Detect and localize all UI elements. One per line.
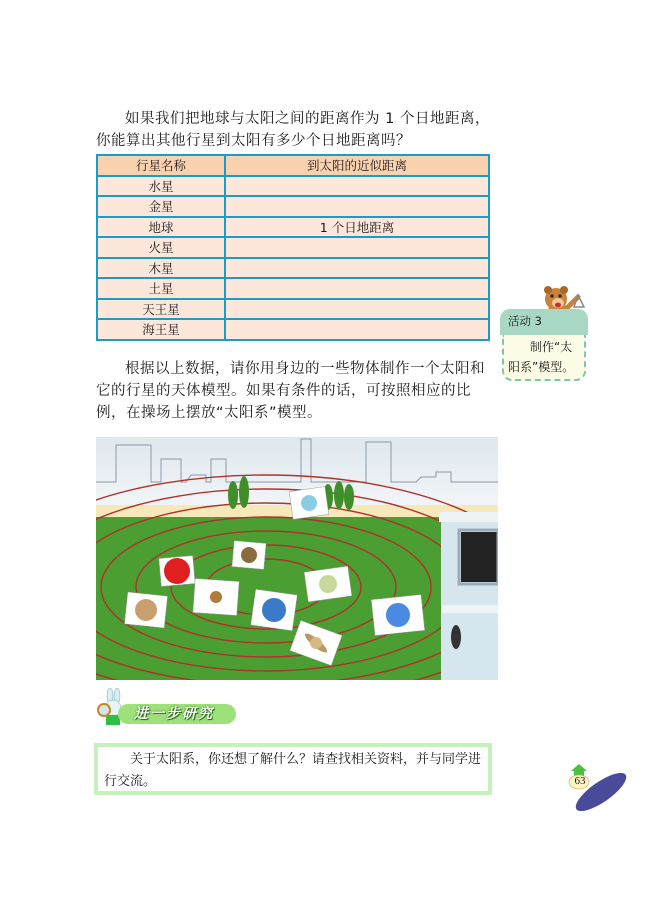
table-row bbox=[97, 319, 489, 340]
header-distance: 到太阳的近似距离 bbox=[225, 155, 489, 176]
activity-label: 活动 3 bbox=[500, 309, 588, 335]
table-row bbox=[97, 258, 489, 279]
planet-cell: 天王星 bbox=[97, 299, 225, 320]
planet-distance-table bbox=[96, 154, 490, 341]
research-header bbox=[96, 692, 246, 732]
distance-cell: 1 个日地距离 bbox=[225, 217, 489, 238]
intro-paragraph: 如果我们把地球与太阳之间的距离作为 1 个日地距离，你能算出其他行星到太阳有多少个日地距离吗？ bbox=[96, 111, 490, 149]
planet-cell: 火星 bbox=[97, 237, 225, 258]
page-number: 63 bbox=[574, 775, 586, 787]
distance-cell[interactable] bbox=[225, 237, 489, 258]
distance-cell[interactable] bbox=[225, 176, 489, 197]
activity-box bbox=[500, 285, 588, 385]
distance-cell[interactable] bbox=[225, 319, 489, 340]
distance-cell[interactable] bbox=[225, 278, 489, 299]
activity-text: 制作“太阳系”模型。 bbox=[502, 335, 586, 381]
page-badge-icon bbox=[565, 762, 627, 818]
table-row bbox=[97, 278, 489, 299]
distance-cell[interactable] bbox=[225, 299, 489, 320]
playground-scene-icon bbox=[96, 437, 498, 680]
planet-cell: 木星 bbox=[97, 258, 225, 279]
header-planet-name: 行星名称 bbox=[97, 155, 225, 176]
research-box: 关于太阳系，你还想了解什么？请查找相关资料，并与同学进行交流。 bbox=[94, 743, 492, 795]
table-row bbox=[97, 299, 489, 320]
table-header-row bbox=[97, 155, 489, 176]
table-row bbox=[97, 196, 489, 217]
solar-system-illustration bbox=[96, 437, 498, 680]
table-row bbox=[97, 217, 489, 238]
planet-cell: 土星 bbox=[97, 278, 225, 299]
planet-cell: 金星 bbox=[97, 196, 225, 217]
research-title: 进一步研究 bbox=[118, 704, 236, 724]
table-row bbox=[97, 237, 489, 258]
distance-cell[interactable] bbox=[225, 258, 489, 279]
planet-cell: 地球 bbox=[97, 217, 225, 238]
table-row bbox=[97, 176, 489, 197]
planet-cell: 海王星 bbox=[97, 319, 225, 340]
distance-cell[interactable] bbox=[225, 196, 489, 217]
model-paragraph: 根据以上数据，请你用身边的一些物体制作一个太阳和它的行星的天体模型。如果有条件的话，可按照相应的比例，在操场上摆放“太阳系”模型。 bbox=[96, 361, 485, 421]
page-number-badge bbox=[565, 762, 627, 818]
planet-cell: 水星 bbox=[97, 176, 225, 197]
